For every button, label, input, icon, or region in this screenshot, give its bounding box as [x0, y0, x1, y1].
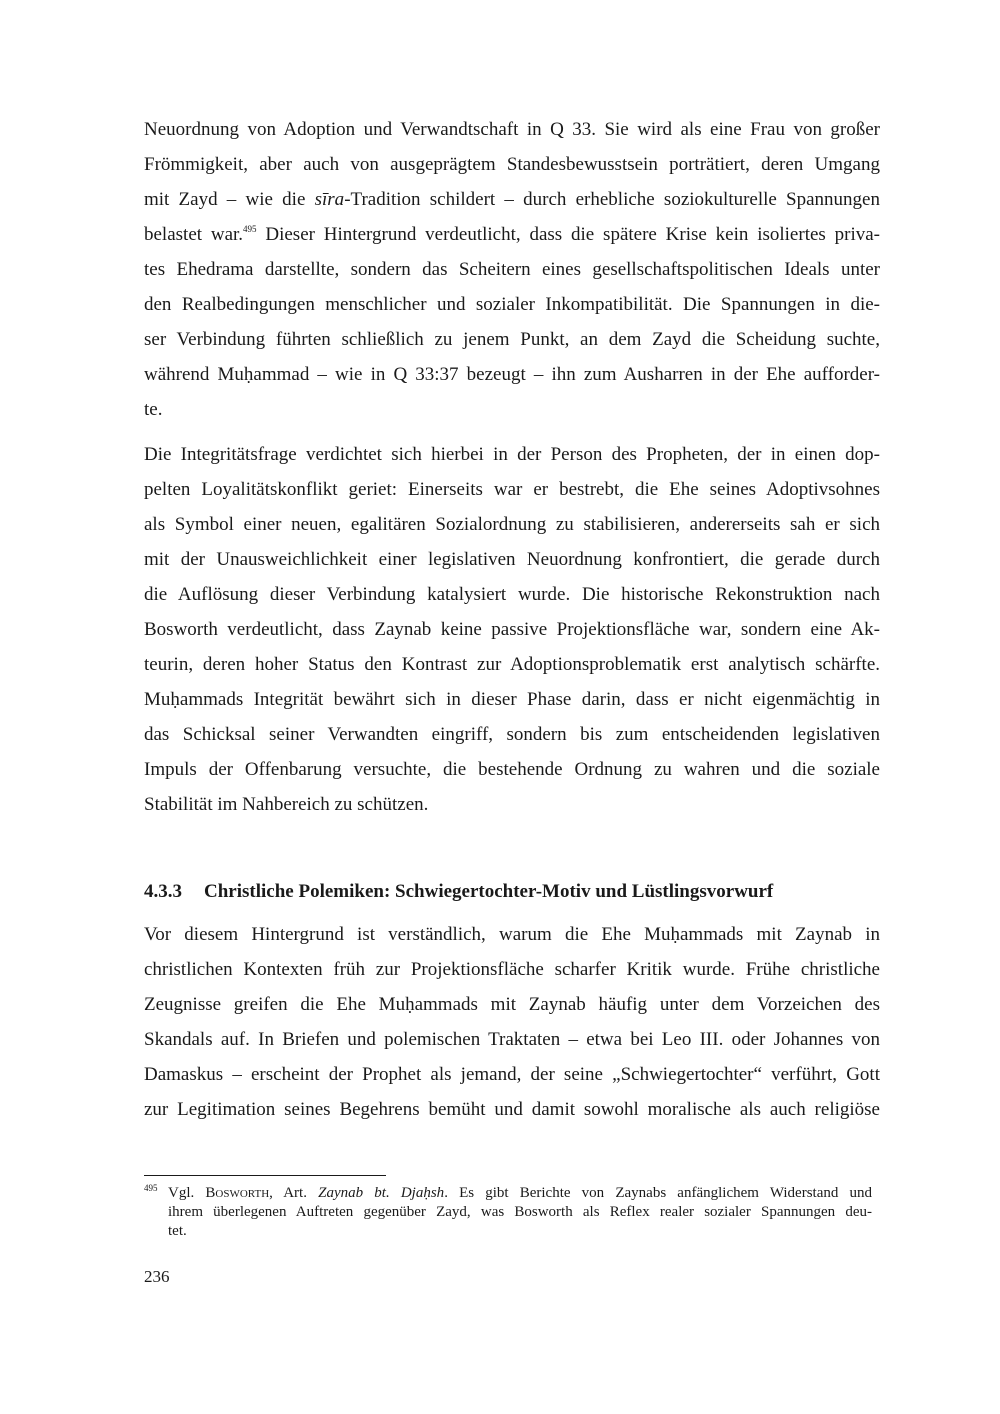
footnote-mark: 495: [144, 1183, 158, 1193]
text-line: die Auflösung dieser Verbindung katalysiert wurde. Die historische Rekonstruktion nach: [144, 584, 880, 605]
text-line: zur Legitimation seines Begehrens bemüht und damit sowohl moralische als auch religiöse: [144, 1099, 880, 1120]
section-heading: [144, 880, 773, 904]
text-line: tes Ehedrama darstellte, sondern das Scheitern eines gesellschaftspolitischen Ideals unter: [144, 259, 880, 280]
text-line: Stabilität im Nahbereich zu schützen.: [144, 794, 429, 815]
text-line: belastet war.$^{495}$ Dieser Hintergrund verdeutlicht, dass die spätere Krise kein isoliertes priva-: [144, 224, 880, 245]
text-line: Neuordnung von Adoption und Verwandtschaft in Q 33. Sie wird als eine Frau von großer: [144, 119, 880, 140]
text-line: Vor diesem Hintergrund ist verständlich, warum die Ehe Muḥammads mit Zaynab in: [144, 924, 880, 945]
footnote-line: tet.: [168, 1223, 187, 1239]
italic-term: sīra: [314, 189, 345, 210]
footnote-reference[interactable]: 495: [243, 224, 257, 234]
text-line: Die Integritätsfrage verdichtet sich hierbei in der Person des Propheten, der in einen dop-: [144, 444, 880, 465]
text-line: pelten Loyalitätskonflikt geriet: Einerseits war er bestrebt, die Ehe seines Adoptivsohnes: [144, 479, 880, 500]
text-line: als Symbol einer neuen, egalitären Sozialordnung zu stabilisieren, andererseits sah er sich: [144, 514, 880, 535]
text-line: Zeugnisse greifen die Ehe Muḥammads mit Zaynab häufig unter dem Vorzeichen des: [144, 994, 880, 1015]
text-line: mit der Unausweichlichkeit einer legislativen Neuordnung konfrontiert, die gerade durch: [144, 549, 880, 570]
text-line: Bosworth verdeutlicht, dass Zaynab keine passive Projektionsfläche war, sondern eine Ak-: [144, 619, 880, 640]
text-line: den Realbedingungen menschlicher und sozialer Inkompatibilität. Die Spannungen in die-: [144, 294, 880, 315]
page-number: 236: [144, 1267, 170, 1286]
text-line: Skandals auf. In Briefen und polemischen Traktaten – etwa bei Leo III. oder Johannes von: [144, 1029, 880, 1050]
text-line: das Schicksal seiner Verwandten eingriff, sondern bis zum entscheidenden legislativen: [144, 724, 880, 745]
footnote-line: Vgl. Bosworth, Art. Zaynab bt. Djaḥsh. Es gibt Berichte von Zaynabs anfänglichem Widerstand und: [168, 1185, 873, 1201]
author-name: Bosworth: [205, 1185, 270, 1201]
text-line: Impuls der Offenbarung versuchte, die bestehende Ordnung zu wahren und die soziale: [144, 759, 880, 780]
text-line: während Muḥammad – wie in Q 33:37 bezeugt – ihn zum Ausharren in der Ehe aufforder-: [144, 364, 880, 385]
text-line: mit Zayd – wie die sīra-Tradition schildert – durch erhebliche soziokulturelle Spannungen: [144, 189, 880, 210]
text-line: Damaskus – erscheint der Prophet als jemand, der seine „Schwiegertochter“ verführt, Gott: [144, 1064, 880, 1085]
text-line: Frömmigkeit, aber auch von ausgeprägtem Standesbewusstsein porträtiert, deren Umgang: [144, 154, 880, 175]
text-line: te.: [144, 399, 163, 420]
article-title: Zaynab bt. Djaḥsh: [318, 1185, 445, 1201]
footnote-line: ihrem überlegenen Auftreten gegenüber Zayd, was Bosworth als Reflex realer sozialer Spannungen deu-: [168, 1204, 872, 1220]
footnote-separator: [144, 1175, 386, 1176]
text-line: Muḥammads Integrität bewährt sich in dieser Phase darin, dass er nicht eigenmächtig in: [144, 689, 880, 710]
text-line: ser Verbindung führten schließlich zu jenem Punkt, an dem Zayd die Scheidung suchte,: [144, 329, 880, 350]
text-line: christlichen Kontexten früh zur Projektionsfläche scharfer Kritik wurde. Frühe christliche: [144, 959, 880, 980]
section-number: 4.3.3: [144, 881, 182, 902]
section-title: Christliche Polemiken: Schwiegertochter-Motiv und Lüstlingsvorwurf: [204, 881, 774, 902]
text-line: teurin, deren hoher Status den Kontrast zur Adoptionsproblematik erst analytisch schärfte.: [144, 654, 880, 675]
